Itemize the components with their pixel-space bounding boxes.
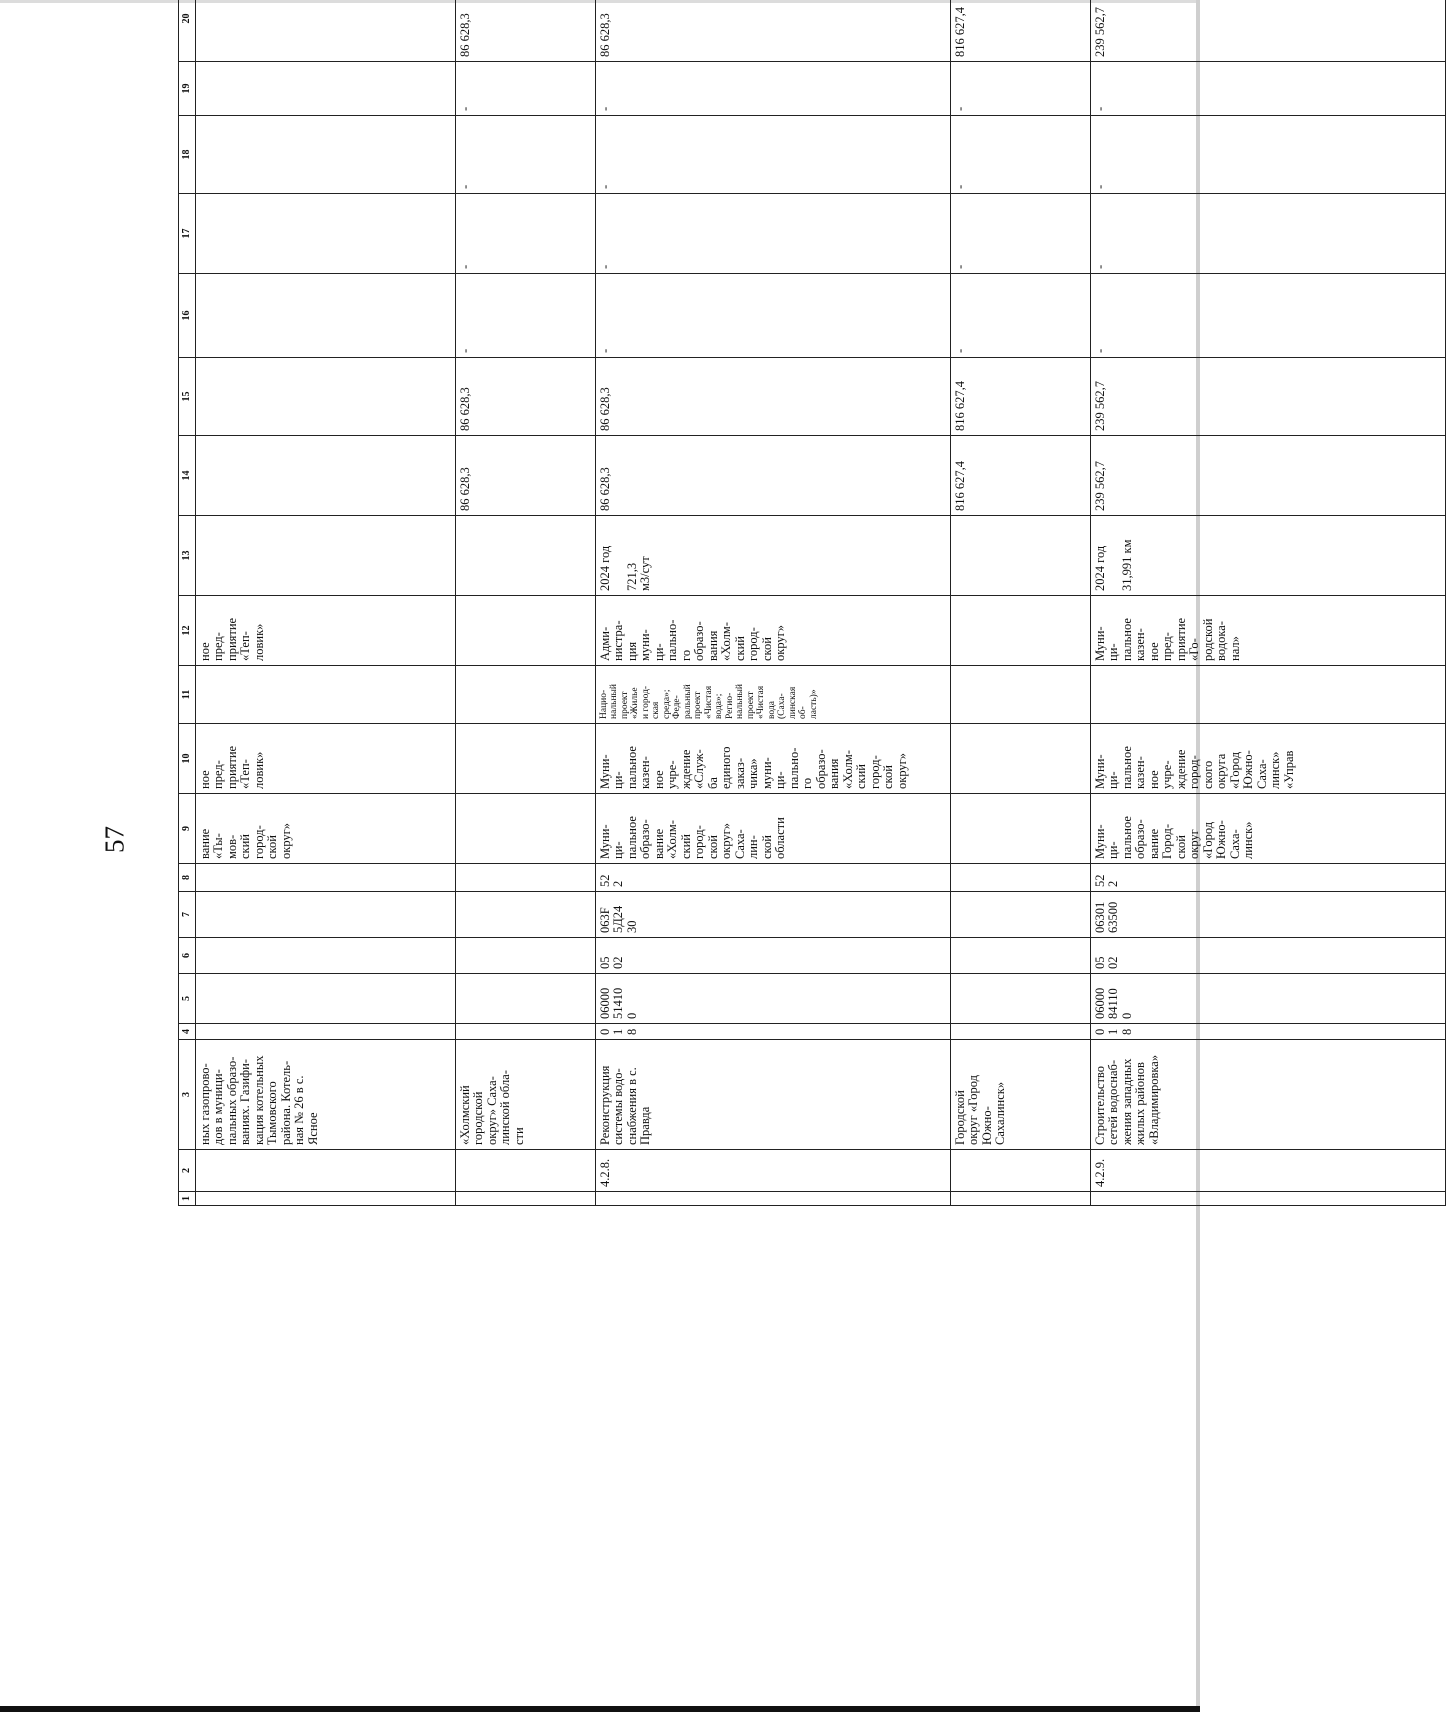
table-cell-c19: - <box>595 62 950 116</box>
table-cell-c20 <box>195 0 455 62</box>
column-number-cell: 5 <box>179 974 196 1024</box>
table-cell-c14 <box>195 436 455 516</box>
column-number-cell: 9 <box>179 794 196 864</box>
table-cell-c4: 0 1 8 <box>1090 1024 1445 1040</box>
table-cell-c15: 816 627,4 <box>950 358 1090 436</box>
table-cell-c14: 86 628,3 <box>455 436 595 516</box>
table-cell-c10: Муни- ци- пальное казен- ное учре- ждение город- ского округа «Город Южно- Саха- линск» «Управ <box>1090 724 1445 794</box>
table-cell-c7 <box>950 892 1090 938</box>
table-cell-c16: - <box>455 274 595 358</box>
table-cell-c1 <box>195 1192 455 1206</box>
table-cell-c5 <box>455 974 595 1024</box>
table-cell-c18: - <box>950 116 1090 194</box>
column-number-cell: 6 <box>179 938 196 974</box>
table-cell-c10 <box>950 724 1090 794</box>
table-cell-c17: - <box>455 194 595 274</box>
table-cell-c9: Муни- ци- пальное образо- вание «Холм- ский город- ской округ» Саха- лин- ской области <box>595 794 950 864</box>
table-cell-c19: - <box>1090 62 1445 116</box>
table-cell-c16: - <box>950 274 1090 358</box>
table-cell-c12: Адми- нистра- ция муни- ци- пально- го образо- вания «Холм- ский город- ской округ» <box>595 596 950 666</box>
table-cell-c20: 86 628,3 <box>595 0 950 62</box>
table-cell-c13: 2024 год 721,3 м3/сут <box>595 516 950 596</box>
table-cell-c10: ное пред- приятие «Теп- ловик» <box>195 724 455 794</box>
table-cell-c16: - <box>1090 274 1445 358</box>
table-cell-c17: - <box>950 194 1090 274</box>
table-cell-c3: ных газопрово- дов в муници- пальных образо- ваниях. Газифи- кация котельных Тымовского района. Котель- ная № 26 в с. Ясное <box>195 1040 455 1150</box>
table-row <box>455 0 595 1206</box>
column-number-row <box>179 0 196 1206</box>
column-number-cell: 16 <box>179 274 196 358</box>
column-number-cell: 14 <box>179 436 196 516</box>
column-number-cell: 7 <box>179 892 196 938</box>
column-number-cell: 12 <box>179 596 196 666</box>
scan-edge-bottom <box>0 1706 1200 1712</box>
table-cell-c3: Городской округ «Город Южно- Сахалинск» <box>950 1040 1090 1150</box>
table-cell-c19 <box>195 62 455 116</box>
table-cell-c17 <box>195 194 455 274</box>
table-cell-c15: 86 628,3 <box>455 358 595 436</box>
table-cell-c18: - <box>595 116 950 194</box>
table-cell-c6 <box>195 938 455 974</box>
table-cell-c20: 816 627,4 <box>950 0 1090 62</box>
table-cell-c11 <box>195 666 455 724</box>
table-cell-c8 <box>195 864 455 892</box>
table-cell-c8 <box>950 864 1090 892</box>
table-cell-c10: Муни- ци- пальное казен- ное учре- ждение «Служ- ба единого заказ- чика» муни- ци- пально- го образо- вания «Холм- ский город- ской округ» <box>595 724 950 794</box>
table-row <box>950 0 1090 1206</box>
table-cell-c11 <box>1090 666 1445 724</box>
table-cell-c16 <box>195 274 455 358</box>
table-cell-c19: - <box>950 62 1090 116</box>
column-number-cell: 17 <box>179 194 196 274</box>
table-cell-c9: Муни- ци- пальное образо- вание Город- ской округ «Город Южно- Саха- линск» <box>1090 794 1445 864</box>
column-number-cell: 3 <box>179 1040 196 1150</box>
table-cell-c5: 06000 84110 0 <box>1090 974 1445 1024</box>
table-cell-c12: ное пред- приятие «Теп- ловик» <box>195 596 455 666</box>
table-cell-c14: 816 627,4 <box>950 436 1090 516</box>
table-cell-c4 <box>195 1024 455 1040</box>
table-cell-c13 <box>950 516 1090 596</box>
column-number-cell: 8 <box>179 864 196 892</box>
table-cell-c2 <box>455 1150 595 1192</box>
table-cell-c12 <box>455 596 595 666</box>
table-cell-c4 <box>950 1024 1090 1040</box>
table-cell-c8: 52 2 <box>595 864 950 892</box>
document-table-frame <box>178 7 1296 1206</box>
table-cell-c16: - <box>595 274 950 358</box>
column-number-cell: 18 <box>179 116 196 194</box>
table-cell-c6 <box>950 938 1090 974</box>
table-cell-c4 <box>455 1024 595 1040</box>
table-cell-c3: Строительство сетей водоснаб- жения западных жилых районов «Владимировка» <box>1090 1040 1445 1150</box>
table-cell-c11 <box>455 666 595 724</box>
table-cell-c18: - <box>455 116 595 194</box>
table-cell-c2: 4.2.8. <box>595 1150 950 1192</box>
column-number-cell: 10 <box>179 724 196 794</box>
table-cell-c1 <box>950 1192 1090 1206</box>
table-cell-c20: 239 562,7 <box>1090 0 1445 62</box>
table-cell-c17: - <box>1090 194 1445 274</box>
table-cell-c15: 239 562,7 <box>1090 358 1445 436</box>
column-number-cell: 19 <box>179 62 196 116</box>
table-cell-c7: 06301 63500 <box>1090 892 1445 938</box>
table-cell-c13 <box>455 516 595 596</box>
table-cell-c14: 86 628,3 <box>595 436 950 516</box>
table-cell-c15: 86 628,3 <box>595 358 950 436</box>
table-cell-c8 <box>455 864 595 892</box>
column-number-cell: 20 <box>179 0 196 62</box>
table-cell-c7 <box>195 892 455 938</box>
table-cell-c5 <box>950 974 1090 1024</box>
table-cell-c4: 0 1 8 <box>595 1024 950 1040</box>
table-cell-c9 <box>950 794 1090 864</box>
table-row <box>195 0 455 1206</box>
table-cell-c13: 2024 год 31,991 км <box>1090 516 1445 596</box>
table-cell-c12: Муни- ци- пальное казен- ное пред- приятие «Го- родской водока- нал» <box>1090 596 1445 666</box>
table-cell-c15 <box>195 358 455 436</box>
table-cell-c20: 86 628,3 <box>455 0 595 62</box>
table-cell-c7: 063F 5Д24 30 <box>595 892 950 938</box>
table-cell-c6: 05 02 <box>1090 938 1445 974</box>
table-cell-c5 <box>195 974 455 1024</box>
column-number-cell: 15 <box>179 358 196 436</box>
table-cell-c5: 06000 51410 0 <box>595 974 950 1024</box>
table-cell-c11: Нацио- нальный проект «Жилье и город- ская среда»; Феде- ральный проект «Чистая вода»; Регио- нальный проект «Чистая вода (Саха- линская об- ласть)» <box>595 666 950 724</box>
table-cell-c6: 05 02 <box>595 938 950 974</box>
table-cell-c18 <box>195 116 455 194</box>
table-cell-c13 <box>195 516 455 596</box>
table-row <box>595 0 950 1206</box>
table-cell-c1 <box>595 1192 950 1206</box>
table-cell-c9: вание «Ты- мов- ский город- ской округ» <box>195 794 455 864</box>
table-cell-c1 <box>455 1192 595 1206</box>
column-number-cell: 1 <box>179 1192 196 1206</box>
table-cell-c3: Реконструкция системы водо- снабжения в с. Правда <box>595 1040 950 1150</box>
table-cell-c12 <box>950 596 1090 666</box>
table-cell-c10 <box>455 724 595 794</box>
table-cell-c6 <box>455 938 595 974</box>
table-cell-c8: 52 2 <box>1090 864 1445 892</box>
table-cell-c17: - <box>595 194 950 274</box>
table-row <box>1090 0 1445 1206</box>
table-cell-c19: - <box>455 62 595 116</box>
table-cell-c11 <box>950 666 1090 724</box>
column-number-cell: 2 <box>179 1150 196 1192</box>
column-number-cell: 11 <box>179 666 196 724</box>
table-cell-c1 <box>1090 1192 1445 1206</box>
table-cell-c2 <box>950 1150 1090 1192</box>
budget-table <box>178 0 1446 1206</box>
table-cell-c2: 4.2.9. <box>1090 1150 1445 1192</box>
table-cell-c14: 239 562,7 <box>1090 436 1445 516</box>
page-number: 57 <box>99 826 130 853</box>
table-cell-c2 <box>195 1150 455 1192</box>
column-number-cell: 4 <box>179 1024 196 1040</box>
table-cell-c18: - <box>1090 116 1445 194</box>
column-number-cell: 13 <box>179 516 196 596</box>
rotated-table <box>178 7 1296 1206</box>
table-cell-c7 <box>455 892 595 938</box>
table-cell-c9 <box>455 794 595 864</box>
table-cell-c3: «Холмский городской округ» Саха- линской обла- сти <box>455 1040 595 1150</box>
